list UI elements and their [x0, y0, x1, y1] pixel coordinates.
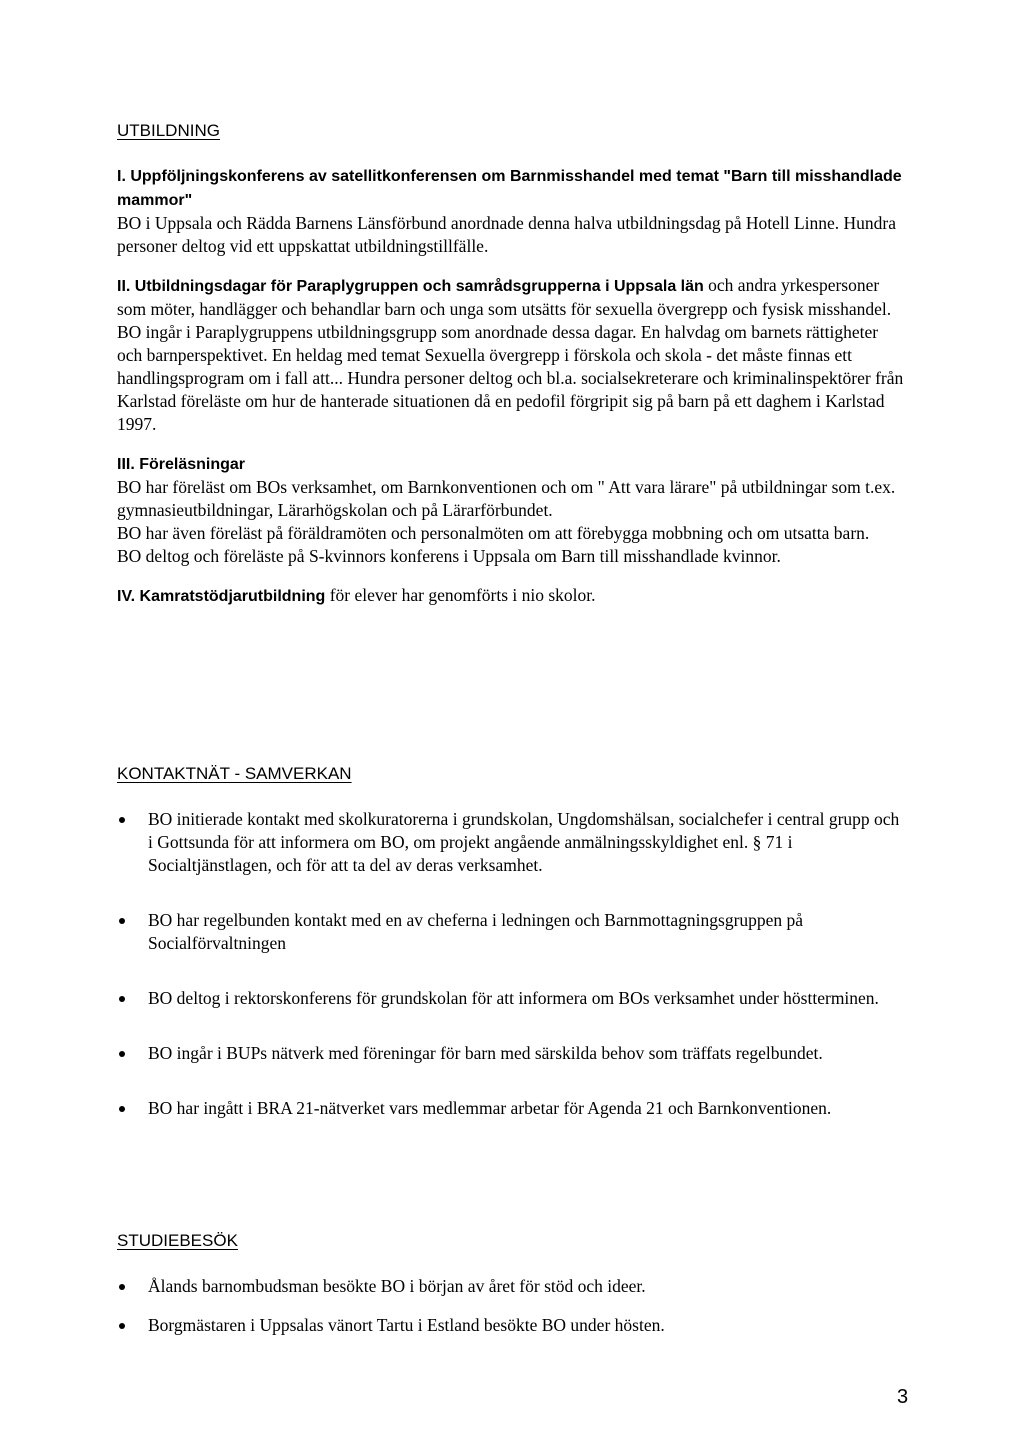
section-3-body-2: BO har även föreläst på föräldramöten och personalmöten om att förebygga mobbning och om utsatta barn.: [117, 523, 870, 543]
list-item: Ålands barnombudsman besökte BO i början av året för stöd och ideer.: [117, 1275, 907, 1298]
section-3-title: III. Föreläsningar: [117, 456, 246, 473]
section-4: [117, 584, 907, 608]
section-2-body-1: och andra yrkespersoner som möter, handlägger och behandlar barn och unga som utsätts för sexuella övergrepp och fysisk misshandel.: [117, 275, 892, 319]
page-number: 3: [897, 1386, 909, 1408]
list-item: BO ingår i BUPs nätverk med föreningar för barn med särskilda behov som träffats regelbundet.: [117, 1042, 907, 1065]
list-item: BO deltog i rektorskonferens för grundskolan för att informera om BOs verksamhet under höstterminen.: [117, 987, 907, 1010]
heading-studiebesok: STUDIEBESÖK: [117, 1231, 238, 1250]
section-1-body: BO i Uppsala och Rädda Barnens Länsförbund anordnade denna halva utbildningsdag på Hotell Linne. Hundra personer deltog vid ett uppskattat utbildningstillfälle.: [117, 213, 897, 256]
list-item: BO initierade kontakt med skolkuratorerna i grundskolan, Ungdomshälsan, socialchefer i central grupp och i Gottsunda för att informera om BO, om projekt angående anmälningsskyldighet enl. § 71 i Socialtjänstlagen, och för att ta del av deras verksamhet.: [117, 808, 907, 877]
section-3-body-1: BO har föreläst om BOs verksamhet, om Barnkonventionen och om " Att vara lärare" på utbildningar som t.ex. gymnasieutbildningar, Lärarhögskolan och på Lärarförbundet.: [117, 477, 896, 520]
section-2: [117, 274, 907, 321]
section-2-title: II. Utbildningsdagar för Paraplygruppen och samrådsgrupperna i Uppsala län: [117, 278, 704, 295]
section-3: [117, 452, 907, 476]
section-1: [117, 164, 907, 258]
section-4-title: IV. Kamratstödjarutbildning: [117, 588, 326, 605]
section-3-body-3: BO deltog och föreläste på S-kvinnors konferens i Uppsala om Barn till misshandlade kvinnor.: [117, 546, 781, 566]
heading-utbildning: UTBILDNING: [117, 121, 220, 140]
list-item: BO har regelbunden kontakt med en av cheferna i ledningen och Barnmottagningsgruppen på Socialförvaltningen: [117, 909, 907, 955]
list-item: Borgmästaren i Uppsalas vänort Tartu i Estland besökte BO under hösten.: [117, 1314, 907, 1337]
heading-kontaktnat: KONTAKTNÄT - SAMVERKAN: [117, 764, 352, 783]
section-1-title: I. Uppföljningskonferens av satellitkonferensen om Barnmisshandel med temat "Barn till misshandlade mammor": [117, 168, 902, 209]
section-utbildning: [117, 164, 907, 608]
list-kontaktnat: [117, 808, 907, 1120]
list-studiebesok: [117, 1275, 907, 1337]
section-2-body-2: BO ingår i Paraplygruppens utbildningsgrupp som anordnade dessa dagar. En halvdag om barnets rättigheter och barnperspektivet. En heldag med temat Sexuella övergrepp i förskola och skola - det måste finnas ett handlingsprogram om i fall att... Hundra personer deltog och bl.a. socialsekreterare och kriminalinspektörer från Karlstad föreläste om hur de hanterade situationen då en pedofil förgripit sig på barn på ett daghem i Karlstad 1997.: [117, 322, 904, 434]
list-item: BO har ingått i BRA 21-nätverket vars medlemmar arbetar för Agenda 21 och Barnkonventionen.: [117, 1097, 907, 1120]
section-4-body: för elever har genomförts i nio skolor.: [325, 585, 596, 605]
